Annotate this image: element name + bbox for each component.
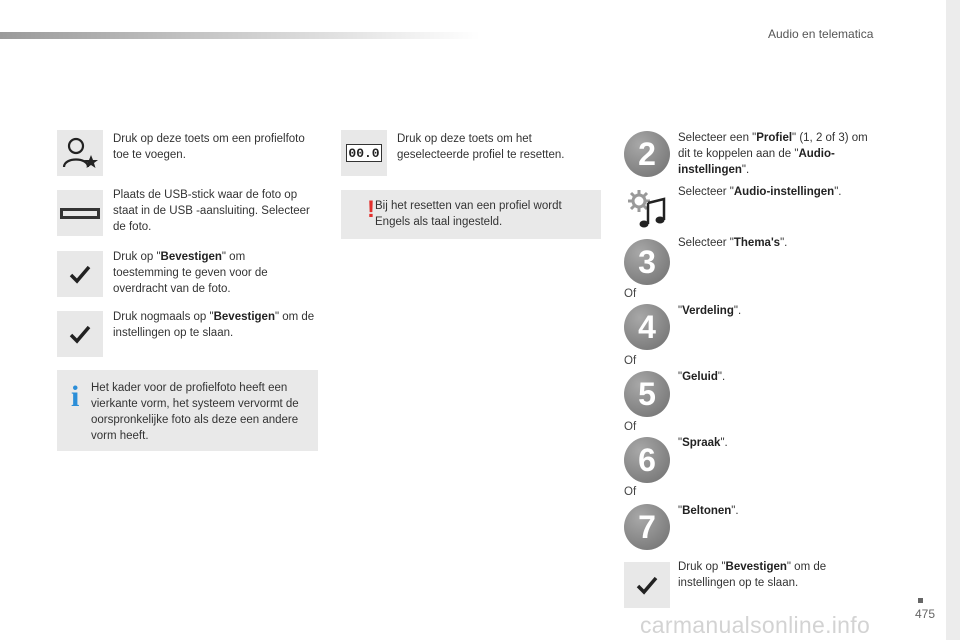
step-4-text [678,303,878,319]
step-5-text [678,369,878,385]
page-header-title: Audio en telematica [768,27,874,41]
bold-term: Geluid [682,371,718,383]
step-number-5: 5 [624,371,670,417]
text-part: " om de instellingen op te slaan. [678,561,827,589]
bold-term: Thema's [733,237,781,249]
profile-add-icon [60,133,100,173]
text-part: ". [731,505,739,517]
step-number-3: 3 [624,239,670,285]
text-part: Selecteer " [678,237,734,249]
bold-term: Bevestigen [160,251,222,263]
gear-music-icon [626,188,668,230]
page-number: 475 [915,607,936,621]
confirm-button-2[interactable] [57,311,103,357]
text-part: " om toestemming te geven voor de overdracht van de foto. [113,251,268,295]
profile-add-button[interactable] [57,130,103,176]
text-part: Druk op " [113,251,161,263]
bold-term: Spraak [682,437,721,449]
warning-note-box [341,190,601,239]
bold-term: Audio-instellingen [733,186,835,198]
info-note-box [57,370,318,451]
text-part: " [678,371,683,383]
step-number-2: 2 [624,131,670,177]
usb-icon [60,208,100,219]
text-part: " om de instellingen op te slaan. [113,311,315,339]
confirm-button-3[interactable] [624,562,670,608]
step-7-text [678,503,878,519]
profile-add-text: Druk op deze toets om een profielfoto toe te voegen. [113,133,305,161]
text-part: " [678,437,683,449]
or-label: Of [624,486,637,498]
audio-settings-button[interactable] [624,186,670,232]
text-part: " (1, 2 of 3) om dit te koppelen aan de " [678,132,868,160]
warning-note-text: Bij het resetten van een profiel wordt Engels als taal ingesteld. [375,200,562,228]
text-part: ". [720,437,728,449]
step-number-7: 7 [624,504,670,550]
text-part: Selecteer een " [678,132,757,144]
checkmark-icon [68,322,92,346]
bold-term: Profiel [756,132,793,144]
text-part: ". [834,186,842,198]
bold-term: Bevestigen [213,311,275,323]
text-part: ". [717,371,726,383]
confirm-final-text [678,559,858,591]
text-part: ". [780,237,788,249]
header-gradient-bar [0,32,480,39]
info-note-text: Het kader voor de profielfoto heeft een vierkante vorm, het systeem vervormt de oorspronkelijke foto als deze een andere vorm heeft. [91,382,299,442]
usb-button[interactable] [57,190,103,236]
text-part: Druk op " [678,561,726,573]
text-part: Druk nogmaals op " [113,311,214,323]
info-icon: i [71,380,80,413]
confirm-transfer-text [113,249,303,297]
confirm-button-1[interactable] [57,251,103,297]
page-edge-strip [946,0,960,640]
text-part: ". [733,305,742,317]
or-label: Of [624,288,637,300]
usb-text: Plaats de USB-stick waar de foto op staat in de USB -aansluiting. Selecteer de foto. [113,189,310,233]
reset-display-icon: 00.0 [346,144,382,162]
text-part: ". [741,164,750,176]
or-label: Of [624,355,637,367]
or-label: Of [624,421,637,433]
bold-term: Audio-instellingen [678,148,835,176]
step-3-text [678,235,878,251]
bold-term: Beltonen [682,505,732,517]
reset-profile-text: Druk op deze toets om het geselecteerde profiel te resetten. [397,133,565,161]
text-part: Selecteer " [678,186,734,198]
checkmark-icon [635,573,659,597]
step-6-text [678,435,878,451]
text-part: " [678,505,683,517]
warning-icon: ! [367,196,375,223]
step-number-4: 4 [624,304,670,350]
step-number-6: 6 [624,437,670,483]
audio-settings-text [678,184,878,200]
text-part: " [678,305,683,317]
reset-profile-button[interactable] [341,130,387,176]
confirm-save-text [113,309,323,341]
page-marker [918,598,923,603]
bold-term: Verdeling [682,305,734,317]
bold-term: Bevestigen [725,561,787,573]
checkmark-icon [68,262,92,286]
watermark: carmanualsonline.info [640,612,871,638]
step-2-text [678,130,878,178]
